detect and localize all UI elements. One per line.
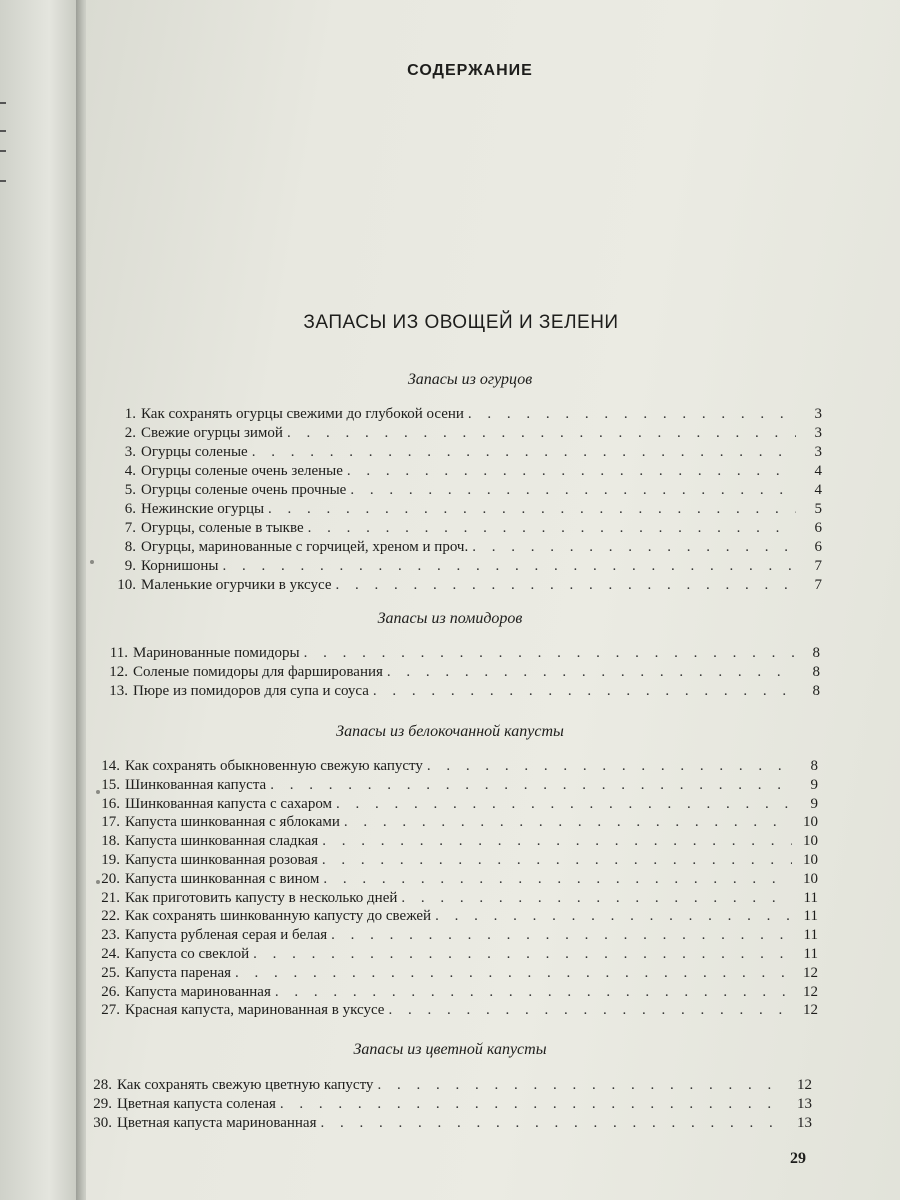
entry-page: 4 [814,463,822,479]
entry-title: Капуста шинкованная розовая [125,852,318,868]
entry-page: 12 [803,1002,818,1019]
leader-dots [322,833,792,850]
contents-heading: СОДЕРЖАНИЕ [407,62,533,79]
leader-dots [387,664,794,681]
entry-page: 8 [810,758,818,774]
entry-page: 10 [803,870,818,887]
entry-title: Огурцы соленые [141,444,248,460]
entry-number: 2. [124,425,136,441]
page-edge-mark [0,130,6,132]
entry-page: 12 [803,964,818,981]
entry-page: 12 [803,983,818,1000]
entry-title: Как сохранять огурцы свежими до глубокой осени [141,406,464,422]
leader-dots [336,796,792,813]
entry-page: 7 [814,577,822,593]
entry-page: 9 [810,776,818,793]
entry-page: 11 [803,908,818,925]
entry-page: 6 [814,539,822,555]
toc-entry [94,965,818,983]
entry-number: 16. [101,795,120,812]
entry-number: 7. [124,520,136,536]
toc-entry [106,645,820,663]
leader-dots [472,539,796,556]
entry-number: 22. [101,908,120,925]
leader-dots [308,520,796,537]
entry-number: 10. [117,577,136,593]
entry-page: 10 [803,833,818,850]
toc-entry [94,871,818,889]
leader-dots [287,425,796,442]
toc-entry [114,539,822,557]
leader-dots [323,871,792,888]
entry-title: Капуста маринованная [125,983,271,1000]
binding-stitch [90,560,94,564]
toc-entry [82,1096,812,1114]
entry-title: Капуста рубленая серая и белая [125,927,328,944]
entry-title: Маринованные помидоры [133,645,300,661]
entry-title: Капуста шинкованная с яблоками [125,814,340,831]
toc-entry [82,1077,812,1095]
entry-page: 10 [803,814,818,831]
toc-entry [114,463,822,481]
entry-number: 24. [101,946,120,962]
leader-dots [270,777,792,794]
entry-number: 3. [124,444,136,460]
leader-dots [401,890,792,907]
entry-page: 8 [812,683,820,699]
toc-entry [94,777,818,795]
entry-title: Огурцы, маринованные с горчицей, хреном и проч. [141,539,469,555]
toc-entry [94,984,818,1002]
entry-page: 3 [814,425,822,441]
page-edge-mark [0,102,6,104]
leader-dots [335,577,796,594]
toc-entry [114,520,822,538]
entry-number: 26. [101,983,120,1000]
page-edge-mark [0,150,6,152]
toc-entry [114,444,822,462]
leader-dots [427,758,792,775]
entry-page: 8 [812,645,820,661]
entry-page: 11 [803,927,818,944]
entry-page: 9 [810,795,818,812]
entry-title: Как сохранять обыкновенную свежую капусту [125,758,423,774]
entry-number: 23. [101,927,120,944]
entry-title: Пюре из помидоров для супа и соуса [133,683,369,699]
page-edge-mark [0,180,6,182]
leader-dots [275,984,792,1001]
leader-dots [377,1077,786,1094]
entry-title: Соленые помидоры для фарширования [133,664,383,680]
entry-number: 4. [124,463,136,479]
entry-title: Огурцы соленые очень прочные [141,482,347,498]
toc-entry [106,683,820,701]
entry-number: 5. [124,482,136,498]
entry-title: Огурцы соленые очень зеленые [141,463,343,479]
entry-title: Как сохранять шинкованную капусту до свежей [125,908,432,925]
entry-number: 9. [124,558,136,574]
toc-entry [106,664,820,682]
toc-entry [94,833,818,851]
entry-number: 25. [101,964,120,981]
leader-dots [331,927,792,944]
leader-dots [347,463,796,480]
toc-entry [94,927,818,945]
entry-page: 13 [797,1115,812,1131]
leader-dots [344,814,792,831]
entry-number: 18. [101,833,120,850]
entry-number: 20. [101,870,120,887]
group-title: Запасы из белокочанной капусты [336,723,564,740]
entry-page: 8 [812,664,820,680]
group-title: Запасы из огурцов [407,371,533,388]
entry-title: Шинкованная капуста [125,776,267,793]
toc-entry [94,758,818,776]
entry-number: 14. [101,758,120,774]
entry-title: Нежинские огурцы [141,501,265,517]
entry-number: 29. [93,1096,112,1112]
entry-title: Шинкованная капуста с сахаром [125,795,333,812]
entry-number: 8. [124,539,136,555]
toc-entry [94,908,818,926]
entry-page: 11 [803,946,818,962]
toc-entry [94,890,818,908]
entry-page: 5 [814,501,822,517]
entry-title: Как сохранять свежую цветную капусту [117,1077,374,1093]
leader-dots [322,852,792,869]
toc-entry [114,425,822,443]
leader-dots [468,406,796,423]
entry-page: 7 [814,558,822,574]
toc-entry [94,1002,818,1020]
leader-dots [304,645,794,662]
entry-title: Капуста шинкованная с вином [125,870,320,887]
toc-entry [94,796,818,814]
entry-number: 27. [101,1002,120,1019]
toc-entry [114,501,822,519]
page-number: 29 [790,1150,806,1167]
toc-entry [82,1115,812,1133]
leader-dots [268,501,796,518]
entry-number: 12. [109,664,128,680]
toc-entry [94,946,818,964]
group-title: Запасы из цветной капусты [353,1041,547,1058]
toc-entry [114,482,822,500]
entry-page: 11 [803,889,818,906]
leader-dots [280,1096,786,1113]
entry-title: Маленькие огурчики в уксусе [141,577,332,593]
leader-dots [350,482,796,499]
entry-title: Капуста со свеклой [125,946,250,962]
entry-page: 6 [814,520,822,536]
entry-title: Как приготовить капусту в несколько дней [125,889,398,906]
entry-page: 13 [797,1096,812,1112]
entry-page: 3 [814,406,822,422]
leader-dots [435,908,792,925]
group-title: Запасы из помидоров [377,610,523,627]
toc-entry [114,558,822,576]
entry-title: Свежие огурцы зимой [141,425,283,441]
entry-number: 30. [93,1115,112,1131]
toc-entry [114,406,822,424]
leader-dots [252,444,796,461]
entry-title: Цветная капуста маринованная [117,1115,317,1131]
entry-title: Цветная капуста соленая [117,1096,276,1112]
entry-title: Красная капуста, маринованная в уксусе [125,1002,385,1019]
entry-title: Огурцы, соленые в тыкве [141,520,304,536]
entry-page: 12 [797,1077,812,1093]
entry-title: Капуста шинкованная сладкая [125,833,319,850]
leader-dots [235,965,792,982]
leader-dots [320,1115,786,1132]
entry-page: 10 [803,852,818,868]
leader-dots [253,946,792,963]
entry-number: 15. [101,776,120,793]
entry-title: Капуста пареная [125,964,232,981]
leader-dots [388,1002,792,1019]
entry-number: 17. [101,814,120,831]
entry-title: Корнишоны [141,558,219,574]
entry-number: 21. [101,889,120,906]
entry-number: 1. [124,406,136,422]
toc-entry [94,814,818,832]
entry-page: 4 [814,482,822,498]
entry-number: 11. [109,645,128,661]
entry-number: 13. [109,683,128,699]
left-page-edge [0,0,82,1200]
entry-page: 3 [814,444,822,460]
entry-number: 6. [124,501,136,517]
leader-dots [373,683,794,700]
entry-number: 28. [93,1077,112,1093]
leader-dots [222,558,796,575]
section-title: ЗАПАСЫ ИЗ ОВОЩЕЙ И ЗЕЛЕНИ [303,312,619,333]
entry-number: 19. [101,852,120,868]
toc-entry [114,577,822,595]
toc-entry [94,852,818,870]
